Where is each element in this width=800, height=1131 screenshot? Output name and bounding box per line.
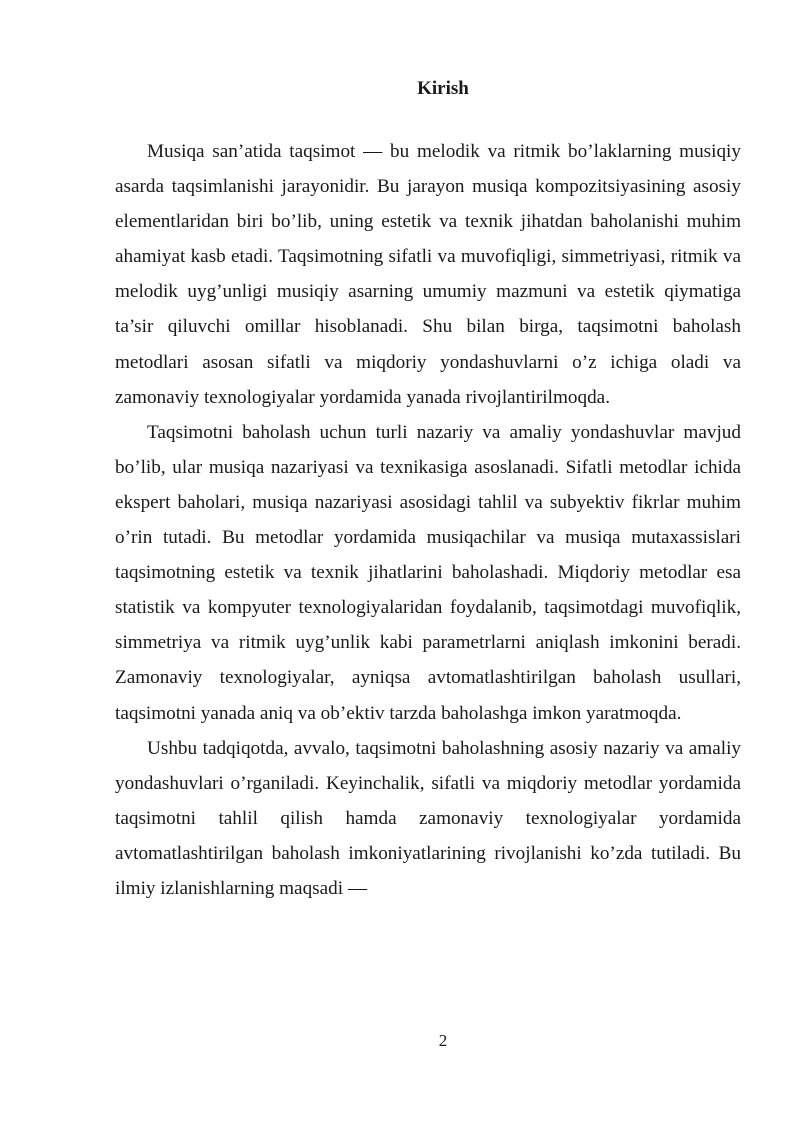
body-text bbox=[115, 134, 741, 906]
section-title: Kirish bbox=[417, 78, 469, 99]
page-number: 2 bbox=[438, 1031, 448, 1050]
paragraph-1: Musiqa san’atida taqsimot — bu melodik va ritmik bo’laklarning musiqiy asarda taqsimlanishi jarayonidir. Bu jarayon musiqa kompozitsiyasining asosiy elementlaridan biri bo’lib, uning estetik va texnik jihatdan baholanishi muhim ahamiyat kasb etadi. Taqsimotning sifatli va muvofiqligi, simmetriyasi, ritmik va melodik uyg’unligi musiqiy asarning umumiy mazmuni va estetik qiymatiga ta’sir qiluvchi omillar hisoblanadi. Shu bilan birga, taqsimotni baholash metodlari asosan sifatli va miqdoriy yondashuvlarni o’z ichiga oladi va zamonaviy texnologiyalar yordamida yanada rivojlantirilmoqda. bbox=[115, 141, 741, 408]
paragraph-3: Ushbu tadqiqotda, avvalo, taqsimotni baholashning asosiy nazariy va amaliy yondashuvlari o’rganiladi. Keyinchalik, sifatli va miqdoriy metodlar yordamida taqsimotni tahlil qilish hamda zamonaviy texnologiyalar yordamida avtomatlashtirilgan baholash imkoniyatlarining rivojlanishi ko’zda tutiladi. Bu ilmiy izlanishlarning maqsadi — bbox=[115, 737, 741, 899]
paragraph-2: Taqsimotni baholash uchun turli nazariy va amaliy yondashuvlar mavjud bo’lib, ular musiqa nazariyasi va texnikasiga asoslanadi. Sifatli metodlar ichida ekspert baholari, musiqa nazariyasi asosidagi tahlil va subyektiv fikrlar muhim o’rin tutadi. Bu metodlar yordamida musiqachilar va musiqa mutaxassislari taqsimotning estetik va texnik jihatlarini baholashadi. Miqdoriy metodlar esa statistik va kompyuter texnologiyalaridan foydalanib, taqsimotdagi muvofiqlik, simmetriya va ritmik uyg’unlik kabi parametrlarni aniqlash imkonini beradi. Zamonaviy texnologiyalar, ayniqsa avtomatlashtirilgan baholash usullari, taqsimotni yanada aniq va ob’ektiv tarzda baholashga imkon yaratmoqda. bbox=[115, 421, 741, 724]
